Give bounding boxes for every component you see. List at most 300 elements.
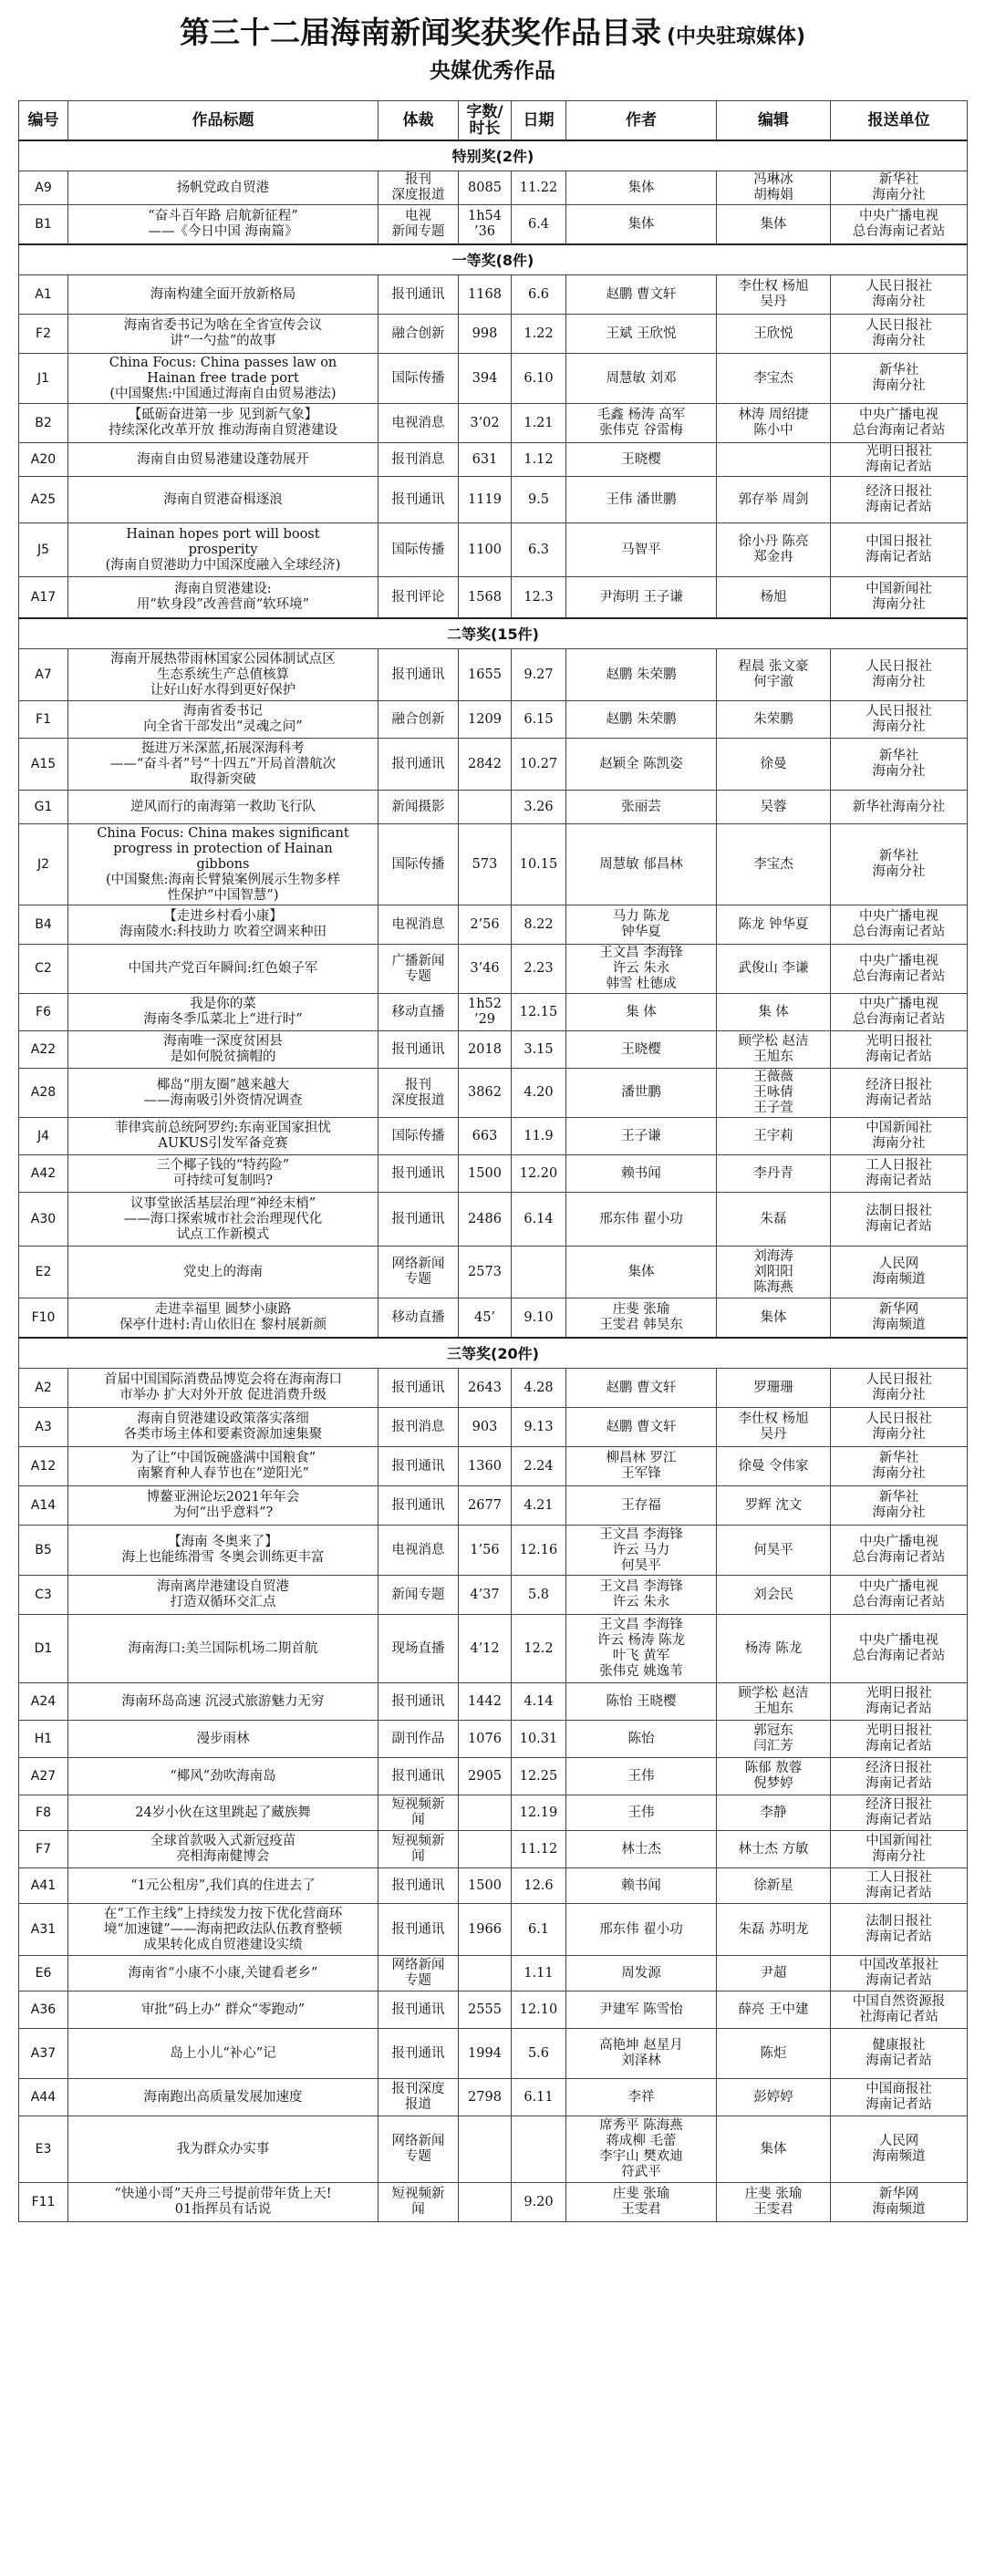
cell-date: 12.16 bbox=[512, 1526, 566, 1576]
cell-date: 6.10 bbox=[512, 354, 566, 404]
cell-length: 1568 bbox=[459, 577, 512, 619]
cell-author: 庄斐 张瑜 王雯君 韩昊东 bbox=[566, 1298, 717, 1339]
cell-length: 1360 bbox=[459, 1447, 512, 1486]
cell-title: 海南省委书记 向全省干部发出“灵魂之问” bbox=[68, 701, 378, 739]
cell-author: 王文昌 李海锋 许云 朱永 bbox=[566, 1576, 717, 1615]
cell-title: 海南跑出高质量发展加速度 bbox=[68, 2079, 378, 2116]
table-row bbox=[19, 791, 968, 824]
cell-unit: 中国改革报社 海南记者站 bbox=[831, 1956, 968, 1991]
cell-length bbox=[459, 1956, 512, 1991]
cell-author: 王伟 bbox=[566, 1795, 717, 1831]
table-row bbox=[19, 905, 968, 945]
table-row bbox=[19, 1486, 968, 1526]
cell-editor: 徐小丹 陈亮 郑金冉 bbox=[717, 523, 831, 577]
cell-unit: 人民日报社 海南分社 bbox=[831, 701, 968, 739]
table-row bbox=[19, 1683, 968, 1721]
cell-unit: 中国新闻社 海南分社 bbox=[831, 1118, 968, 1155]
cell-genre: 副刊作品 bbox=[378, 1721, 459, 1758]
cell-date: 6.3 bbox=[512, 523, 566, 577]
cell-code: A24 bbox=[19, 1683, 68, 1721]
cell-unit: 中央广播电视 总台海南记者站 bbox=[831, 404, 968, 443]
cell-genre: 报刊通讯 bbox=[378, 1031, 459, 1069]
cell-title: China Focus: China passes law on Hainan free trade port (中国聚焦:中国通过海南自由贸易港法) bbox=[68, 354, 378, 404]
section-header bbox=[19, 1338, 968, 1369]
table-row bbox=[19, 2029, 968, 2079]
cell-unit: 中央广播电视 总台海南记者站 bbox=[831, 1526, 968, 1576]
cell-title: Hainan hopes port will boost prosperity (海南自贸港助力中国深度融入全球经济) bbox=[68, 523, 378, 577]
cell-genre: 报刊通讯 bbox=[378, 1447, 459, 1486]
cell-unit: 经济日报社 海南记者站 bbox=[831, 477, 968, 523]
cell-code: F7 bbox=[19, 1831, 68, 1868]
table-row bbox=[19, 1758, 968, 1795]
cell-unit: 中央广播电视 总台海南记者站 bbox=[831, 945, 968, 994]
cell-title: 海南海口:美兰国际机场二期首航 bbox=[68, 1615, 378, 1683]
cell-title: 我为群众办实事 bbox=[68, 2116, 378, 2183]
cell-genre: 报刊通讯 bbox=[378, 1991, 459, 2029]
cell-unit: 法制日报社 海南记者站 bbox=[831, 1193, 968, 1247]
cell-unit: 新华社 海南分社 bbox=[831, 354, 968, 404]
header-editor: 编辑 bbox=[717, 101, 831, 141]
cell-author: 邢东伟 翟小功 bbox=[566, 1193, 717, 1247]
cell-code: A1 bbox=[19, 275, 68, 315]
cell-editor: 郭存举 周剑 bbox=[717, 477, 831, 523]
cell-editor: 林士杰 方敏 bbox=[717, 1831, 831, 1868]
cell-title: 海南省“小康不小康,关键看老乡” bbox=[68, 1956, 378, 1991]
cell-length: 2677 bbox=[459, 1486, 512, 1526]
cell-editor: 何昊平 bbox=[717, 1526, 831, 1576]
cell-title: China Focus: China makes significant progress in protection of Hainan gibbons (中国聚焦:海南长臂猿案例展示生物多样 性保护“中国智慧”) bbox=[68, 824, 378, 905]
header-title: 作品标题 bbox=[68, 101, 378, 141]
cell-title: 党史上的海南 bbox=[68, 1247, 378, 1298]
cell-genre: 报刊 深度报道 bbox=[378, 1069, 459, 1118]
cell-length bbox=[459, 2116, 512, 2183]
cell-date: 6.1 bbox=[512, 1904, 566, 1956]
cell-length: 2018 bbox=[459, 1031, 512, 1069]
header-row bbox=[19, 101, 968, 141]
table-row bbox=[19, 1031, 968, 1069]
cell-editor: 徐曼 bbox=[717, 739, 831, 791]
cell-genre: 短视频新 闻 bbox=[378, 1795, 459, 1831]
cell-code: B5 bbox=[19, 1526, 68, 1576]
table-row bbox=[19, 1576, 968, 1615]
cell-length: 903 bbox=[459, 1408, 512, 1447]
cell-editor: 朱磊 苏明龙 bbox=[717, 1904, 831, 1956]
cell-length: 1100 bbox=[459, 523, 512, 577]
cell-date: 12.10 bbox=[512, 1991, 566, 2029]
cell-title: 海南唯一深度贫困县 是如何脱贫摘帽的 bbox=[68, 1031, 378, 1069]
cell-editor: 程晨 张文豪 何宇澈 bbox=[717, 649, 831, 701]
cell-author: 王文昌 李海锋 许云 朱永 韩雪 杜德成 bbox=[566, 945, 717, 994]
cell-date: 4.21 bbox=[512, 1486, 566, 1526]
cell-unit: 光明日报社 海南记者站 bbox=[831, 443, 968, 477]
table-row bbox=[19, 649, 968, 701]
cell-length: 1966 bbox=[459, 1904, 512, 1956]
document-subtitle: 央媒优秀作品 bbox=[430, 59, 555, 83]
section-header bbox=[19, 618, 968, 649]
cell-unit: 新华社 海南分社 bbox=[831, 739, 968, 791]
cell-unit: 经济日报社 海南记者站 bbox=[831, 1795, 968, 1831]
cell-genre: 报刊通讯 bbox=[378, 477, 459, 523]
cell-genre: 融合创新 bbox=[378, 701, 459, 739]
cell-length: 573 bbox=[459, 824, 512, 905]
cell-editor: 武俊山 李谦 bbox=[717, 945, 831, 994]
table-row bbox=[19, 1831, 968, 1868]
cell-editor: 李静 bbox=[717, 1795, 831, 1831]
table-row bbox=[19, 739, 968, 791]
title-note: (中央驻琼媒体) bbox=[666, 26, 806, 48]
cell-code: F10 bbox=[19, 1298, 68, 1339]
table-row bbox=[19, 354, 968, 404]
cell-author: 张丽芸 bbox=[566, 791, 717, 824]
cell-author: 陈怡 王晓樱 bbox=[566, 1683, 717, 1721]
cell-genre: 报刊通讯 bbox=[378, 2029, 459, 2079]
cell-date: 1.21 bbox=[512, 404, 566, 443]
cell-unit: 工人日报社 海南记者站 bbox=[831, 1868, 968, 1904]
cell-genre: 报刊通讯 bbox=[378, 1369, 459, 1408]
cell-code: B1 bbox=[19, 205, 68, 245]
cell-editor: 林涛 周绍捷 陈小中 bbox=[717, 404, 831, 443]
table-row bbox=[19, 1193, 968, 1247]
table-row bbox=[19, 443, 968, 477]
cell-code: J2 bbox=[19, 824, 68, 905]
section-label: 一等奖(8件) bbox=[19, 244, 968, 275]
cell-author: 集体 bbox=[566, 205, 717, 245]
cell-length: 45’ bbox=[459, 1298, 512, 1339]
cell-genre: 国际传播 bbox=[378, 523, 459, 577]
cell-title: 海南环岛高速 沉浸式旅游魅力无穷 bbox=[68, 1683, 378, 1721]
cell-genre: 报刊通讯 bbox=[378, 275, 459, 315]
cell-editor: 李仕权 杨旭 吴丹 bbox=[717, 1408, 831, 1447]
cell-length: 1168 bbox=[459, 275, 512, 315]
section-header bbox=[19, 140, 968, 171]
cell-title: 逆风而行的南海第一救助飞行队 bbox=[68, 791, 378, 824]
table-row bbox=[19, 171, 968, 205]
cell-genre: 报刊通讯 bbox=[378, 1193, 459, 1247]
cell-genre: 电视消息 bbox=[378, 404, 459, 443]
cell-genre: 网络新闻 专题 bbox=[378, 1247, 459, 1298]
header-length: 字数/ 时长 bbox=[459, 101, 512, 141]
cell-unit: 人民网 海南频道 bbox=[831, 2116, 968, 2183]
cell-unit: 新华网 海南频道 bbox=[831, 1298, 968, 1339]
title-text: 第三十二届海南新闻奖获奖作品目录 bbox=[179, 15, 661, 50]
cell-title: 扬帆党政自贸港 bbox=[68, 171, 378, 205]
cell-length: 1442 bbox=[459, 1683, 512, 1721]
cell-genre: 电视 新闻专题 bbox=[378, 205, 459, 245]
cell-genre: 电视消息 bbox=[378, 905, 459, 945]
cell-title: 议事堂嵌活基层治理“神经末梢” ——海口探索城市社会治理现代化 试点工作新模式 bbox=[68, 1193, 378, 1247]
cell-genre: 新闻专题 bbox=[378, 1576, 459, 1615]
cell-title: 椰岛“朋友圈”越来越大 ——海南吸引外资情况调查 bbox=[68, 1069, 378, 1118]
cell-unit: 人民日报社 海南分社 bbox=[831, 1408, 968, 1447]
cell-title: 岛上小儿“补心”记 bbox=[68, 2029, 378, 2079]
cell-length: 2486 bbox=[459, 1193, 512, 1247]
cell-unit: 中国日报社 海南记者站 bbox=[831, 523, 968, 577]
cell-title: 走进幸福里 圆梦小康路 保亭什进村:青山依旧在 黎村展新颜 bbox=[68, 1298, 378, 1339]
cell-editor: 李宝杰 bbox=[717, 824, 831, 905]
cell-code: F2 bbox=[19, 315, 68, 354]
cell-author: 尹海明 王子谦 bbox=[566, 577, 717, 619]
cell-editor: 罗珊珊 bbox=[717, 1369, 831, 1408]
cell-author: 席秀平 陈海燕 蒋成柳 毛蕾 李宇山 樊欢迪 符武平 bbox=[566, 2116, 717, 2183]
cell-author: 王伟 bbox=[566, 1758, 717, 1795]
cell-editor: 王欣悦 bbox=[717, 315, 831, 354]
cell-title: 【走进乡村看小康】 海南陵水:科技助力 吹着空调来种田 bbox=[68, 905, 378, 945]
cell-date: 4.20 bbox=[512, 1069, 566, 1118]
cell-title: 海南离岸港建设自贸港 打造双循环交汇点 bbox=[68, 1576, 378, 1615]
cell-code: A44 bbox=[19, 2079, 68, 2116]
cell-editor: 陈炬 bbox=[717, 2029, 831, 2079]
cell-author: 王存福 bbox=[566, 1486, 717, 1526]
cell-editor: 顾学松 赵洁 王旭东 bbox=[717, 1031, 831, 1069]
cell-title: 海南开展热带雨林国家公园体制试点区 生态系统生产总值核算 让好山好水得到更好保护 bbox=[68, 649, 378, 701]
cell-date: 6.4 bbox=[512, 205, 566, 245]
cell-date: 3.26 bbox=[512, 791, 566, 824]
cell-code: C2 bbox=[19, 945, 68, 994]
cell-length bbox=[459, 1795, 512, 1831]
cell-unit: 中央广播电视 总台海南记者站 bbox=[831, 994, 968, 1031]
header-genre: 体裁 bbox=[378, 101, 459, 141]
cell-editor: 郭冠东 闫汇芳 bbox=[717, 1721, 831, 1758]
cell-unit: 经济日报社 海南记者站 bbox=[831, 1758, 968, 1795]
cell-date: 4.14 bbox=[512, 1683, 566, 1721]
cell-unit: 工人日报社 海南记者站 bbox=[831, 1155, 968, 1193]
cell-author: 周慧敏 刘邓 bbox=[566, 354, 717, 404]
cell-author: 周慧敏 郁昌林 bbox=[566, 824, 717, 905]
cell-unit: 新华社 海南分社 bbox=[831, 1447, 968, 1486]
table-row bbox=[19, 205, 968, 245]
cell-date bbox=[512, 2116, 566, 2183]
table-row bbox=[19, 2116, 968, 2183]
cell-code: H1 bbox=[19, 1721, 68, 1758]
cell-code: A25 bbox=[19, 477, 68, 523]
cell-length: 2573 bbox=[459, 1247, 512, 1298]
cell-editor: 集体 bbox=[717, 1298, 831, 1339]
cell-author: 赵颖全 陈凯姿 bbox=[566, 739, 717, 791]
cell-genre: 报刊消息 bbox=[378, 443, 459, 477]
cell-author: 陈怡 bbox=[566, 1721, 717, 1758]
section-label: 二等奖(15件) bbox=[19, 618, 968, 649]
cell-date: 12.19 bbox=[512, 1795, 566, 1831]
cell-length: 663 bbox=[459, 1118, 512, 1155]
cell-editor: 陈郁 敖蓉 倪梦婷 bbox=[717, 1758, 831, 1795]
cell-title: “椰风”劲吹海南岛 bbox=[68, 1758, 378, 1795]
cell-unit: 人民日报社 海南分社 bbox=[831, 649, 968, 701]
cell-author: 庄斐 张瑜 王雯君 bbox=[566, 2183, 717, 2222]
cell-code: A17 bbox=[19, 577, 68, 619]
cell-genre: 报刊通讯 bbox=[378, 1486, 459, 1526]
cell-code: A37 bbox=[19, 2029, 68, 2079]
cell-author: 王晓樱 bbox=[566, 1031, 717, 1069]
cell-unit: 经济日报社 海南记者站 bbox=[831, 1069, 968, 1118]
cell-genre: 移动直播 bbox=[378, 1298, 459, 1339]
table-row bbox=[19, 701, 968, 739]
cell-date: 11.12 bbox=[512, 1831, 566, 1868]
header-author: 作者 bbox=[566, 101, 717, 141]
table-row bbox=[19, 824, 968, 905]
cell-author: 王晓樱 bbox=[566, 443, 717, 477]
cell-date: 9.5 bbox=[512, 477, 566, 523]
cell-genre: 报刊通讯 bbox=[378, 1758, 459, 1795]
header-date: 日期 bbox=[512, 101, 566, 141]
cell-editor: 庄斐 张瑜 王雯君 bbox=[717, 2183, 831, 2222]
cell-date: 9.27 bbox=[512, 649, 566, 701]
cell-genre: 报刊通讯 bbox=[378, 1868, 459, 1904]
cell-length bbox=[459, 1831, 512, 1868]
cell-author: 柳昌林 罗江 王军锋 bbox=[566, 1447, 717, 1486]
cell-unit: 中央广播电视 总台海南记者站 bbox=[831, 905, 968, 945]
cell-unit: 新华社海南分社 bbox=[831, 791, 968, 824]
cell-author: 林士杰 bbox=[566, 1831, 717, 1868]
cell-length: 3862 bbox=[459, 1069, 512, 1118]
cell-code: A28 bbox=[19, 1069, 68, 1118]
cell-author: 王斌 王欣悦 bbox=[566, 315, 717, 354]
cell-length: 394 bbox=[459, 354, 512, 404]
cell-title: 审批“码上办” 群众“零跑动” bbox=[68, 1991, 378, 2029]
cell-editor: 陈龙 钟华夏 bbox=[717, 905, 831, 945]
cell-code: B4 bbox=[19, 905, 68, 945]
cell-code: E3 bbox=[19, 2116, 68, 2183]
cell-editor: 徐曼 令伟家 bbox=[717, 1447, 831, 1486]
cell-length: 1119 bbox=[459, 477, 512, 523]
cell-unit: 光明日报社 海南记者站 bbox=[831, 1721, 968, 1758]
cell-genre: 移动直播 bbox=[378, 994, 459, 1031]
cell-date: 10.15 bbox=[512, 824, 566, 905]
table-row bbox=[19, 1868, 968, 1904]
cell-date: 6.15 bbox=[512, 701, 566, 739]
cell-genre: 报刊消息 bbox=[378, 1408, 459, 1447]
cell-author: 赖书闻 bbox=[566, 1868, 717, 1904]
header-unit: 报送单位 bbox=[831, 101, 968, 141]
cell-code: J4 bbox=[19, 1118, 68, 1155]
section-label: 特别奖(2件) bbox=[19, 140, 968, 171]
cell-unit: 光明日报社 海南记者站 bbox=[831, 1031, 968, 1069]
cell-date: 1.22 bbox=[512, 315, 566, 354]
cell-unit: 中国自然资源报 社海南记者站 bbox=[831, 1991, 968, 2029]
cell-genre: 短视频新 闻 bbox=[378, 2183, 459, 2222]
cell-title: “奋斗百年路 启航新征程” ——《今日中国 海南篇》 bbox=[68, 205, 378, 245]
cell-editor: 尹超 bbox=[717, 1956, 831, 1991]
cell-date: 5.6 bbox=[512, 2029, 566, 2079]
cell-genre: 国际传播 bbox=[378, 354, 459, 404]
cell-code: A20 bbox=[19, 443, 68, 477]
cell-title: 海南自贸港奋楫逐浪 bbox=[68, 477, 378, 523]
cell-code: F1 bbox=[19, 701, 68, 739]
cell-code: F8 bbox=[19, 1795, 68, 1831]
cell-length: 1076 bbox=[459, 1721, 512, 1758]
cell-unit: 法制日报社 海南记者站 bbox=[831, 1904, 968, 1956]
cell-title: 海南自贸港建设: 用“软身段”改善营商“软环境” bbox=[68, 577, 378, 619]
cell-code: E6 bbox=[19, 1956, 68, 1991]
cell-editor: 杨旭 bbox=[717, 577, 831, 619]
cell-title: 24岁小伙在这里跳起了藏族舞 bbox=[68, 1795, 378, 1831]
cell-code: E2 bbox=[19, 1247, 68, 1298]
cell-editor: 冯琳冰 胡梅娟 bbox=[717, 171, 831, 205]
cell-unit: 健康报社 海南记者站 bbox=[831, 2029, 968, 2079]
table-row bbox=[19, 1155, 968, 1193]
cell-author: 王子谦 bbox=[566, 1118, 717, 1155]
cell-code: D1 bbox=[19, 1615, 68, 1683]
cell-title: 菲律宾前总统阿罗约:东南亚国家担忧 AUKUS引发军备竞赛 bbox=[68, 1118, 378, 1155]
cell-date bbox=[512, 1247, 566, 1298]
cell-title: 海南省委书记为啥在全省宣传会议 讲“一勺盐”的故事 bbox=[68, 315, 378, 354]
table-row bbox=[19, 523, 968, 577]
cell-date: 9.13 bbox=[512, 1408, 566, 1447]
cell-date: 6.6 bbox=[512, 275, 566, 315]
cell-length: 2798 bbox=[459, 2079, 512, 2116]
cell-genre: 报刊通讯 bbox=[378, 649, 459, 701]
cell-author: 毛鑫 杨涛 高军 张伟克 谷雷梅 bbox=[566, 404, 717, 443]
table-row bbox=[19, 2079, 968, 2116]
table-row bbox=[19, 1369, 968, 1408]
cell-date: 10.31 bbox=[512, 1721, 566, 1758]
cell-author: 周发源 bbox=[566, 1956, 717, 1991]
cell-code: A30 bbox=[19, 1193, 68, 1247]
cell-genre: 报刊评论 bbox=[378, 577, 459, 619]
cell-date: 4.28 bbox=[512, 1369, 566, 1408]
cell-editor: 朱磊 bbox=[717, 1193, 831, 1247]
cell-genre: 国际传播 bbox=[378, 824, 459, 905]
cell-length: 1655 bbox=[459, 649, 512, 701]
cell-genre: 融合创新 bbox=[378, 315, 459, 354]
cell-code: F11 bbox=[19, 2183, 68, 2222]
cell-length: 2555 bbox=[459, 1991, 512, 2029]
cell-length: 8085 bbox=[459, 171, 512, 205]
cell-unit: 中央广播电视 总台海南记者站 bbox=[831, 1576, 968, 1615]
cell-genre: 国际传播 bbox=[378, 1118, 459, 1155]
cell-code: J1 bbox=[19, 354, 68, 404]
cell-author: 邢东伟 翟小功 bbox=[566, 1904, 717, 1956]
cell-date: 12.3 bbox=[512, 577, 566, 619]
cell-code: A42 bbox=[19, 1155, 68, 1193]
cell-unit: 中国新闻社 海南分社 bbox=[831, 1831, 968, 1868]
cell-date: 9.10 bbox=[512, 1298, 566, 1339]
cell-editor: 徐新星 bbox=[717, 1868, 831, 1904]
cell-unit: 人民网 海南频道 bbox=[831, 1247, 968, 1298]
table-body bbox=[19, 140, 968, 2222]
cell-author: 尹建军 陈雪怡 bbox=[566, 1991, 717, 2029]
cell-code: B2 bbox=[19, 404, 68, 443]
cell-title: 中国共产党百年瞬间:红色娘子军 bbox=[68, 945, 378, 994]
cell-date: 12.25 bbox=[512, 1758, 566, 1795]
cell-editor: 彭婷婷 bbox=[717, 2079, 831, 2116]
cell-genre: 电视消息 bbox=[378, 1526, 459, 1576]
cell-unit: 人民日报社 海南分社 bbox=[831, 315, 968, 354]
cell-unit: 新华网 海南频道 bbox=[831, 2183, 968, 2222]
cell-date: 6.11 bbox=[512, 2079, 566, 2116]
table-row bbox=[19, 1247, 968, 1298]
cell-date: 2.24 bbox=[512, 1447, 566, 1486]
table-row bbox=[19, 275, 968, 315]
cell-author: 李祥 bbox=[566, 2079, 717, 2116]
cell-title: “1元公租房”,我们真的住进去了 bbox=[68, 1868, 378, 1904]
cell-editor: 罗辉 沈文 bbox=[717, 1486, 831, 1526]
cell-length: 631 bbox=[459, 443, 512, 477]
cell-editor bbox=[717, 443, 831, 477]
cell-code: G1 bbox=[19, 791, 68, 824]
cell-date: 12.20 bbox=[512, 1155, 566, 1193]
cell-unit: 新华社 海南分社 bbox=[831, 824, 968, 905]
cell-date: 5.8 bbox=[512, 1576, 566, 1615]
cell-genre: 广播新闻 专题 bbox=[378, 945, 459, 994]
cell-date: 12.15 bbox=[512, 994, 566, 1031]
cell-unit: 人民日报社 海南分社 bbox=[831, 275, 968, 315]
cell-code: J5 bbox=[19, 523, 68, 577]
cell-date: 9.20 bbox=[512, 2183, 566, 2222]
table-row bbox=[19, 1447, 968, 1486]
cell-unit: 中央广播电视 总台海南记者站 bbox=[831, 1615, 968, 1683]
cell-unit: 中国商报社 海南记者站 bbox=[831, 2079, 968, 2116]
cell-code: A3 bbox=[19, 1408, 68, 1447]
